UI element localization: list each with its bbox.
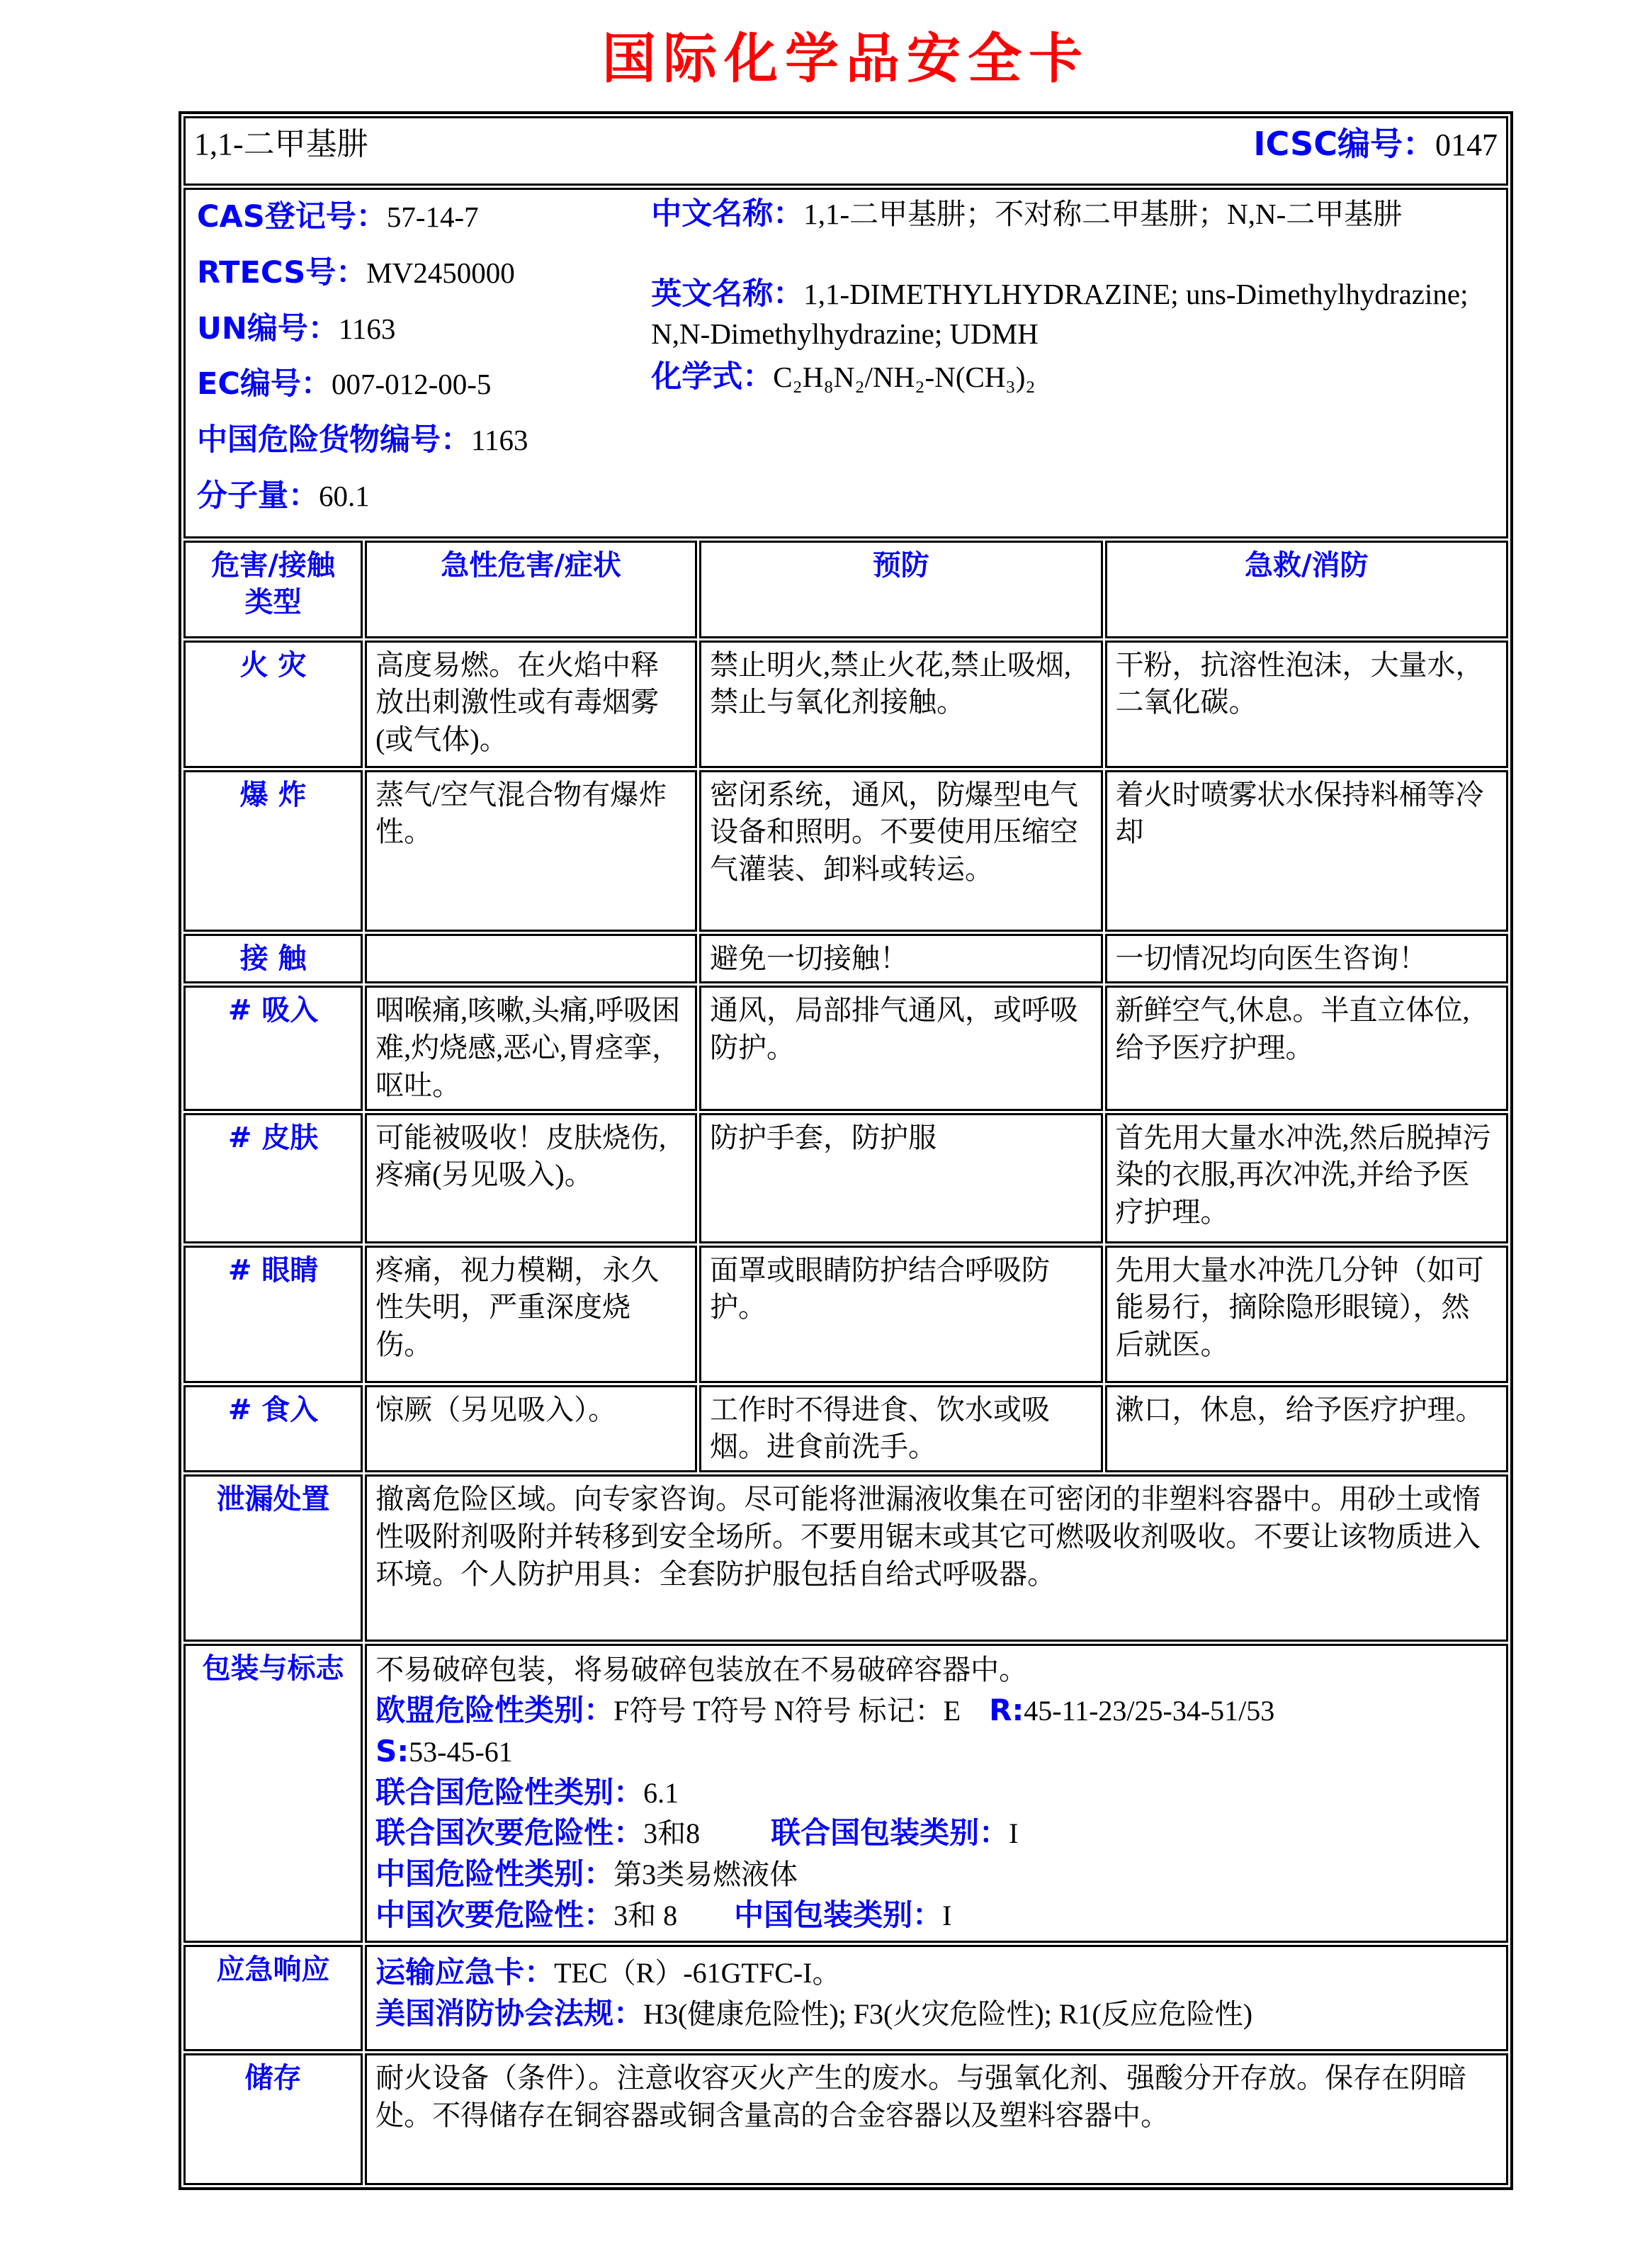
ingestion-prevention: 工作时不得进食、饮水或吸烟。进食前洗手。 — [699, 1385, 1102, 1473]
english-name-value: 1,1-DIMETHYLHYDRAZINE; uns-Dimethylhydrazine; N,N-Dimethylhydrazine; UDMH — [651, 277, 1469, 350]
explosion-response: 着火时喷雾状水保持料桶等冷却 — [1105, 770, 1508, 932]
un-number-line — [197, 309, 651, 349]
icsc-table — [179, 111, 1513, 2190]
contact-symptoms — [365, 934, 697, 984]
rtecs-number-label: RTECS号： — [197, 254, 367, 290]
chinese-name-value: 1,1-二甲基肼；不对称二甲基肼；N,N-二甲基肼 — [803, 198, 1403, 230]
formula-label: 化学式： — [651, 359, 774, 395]
contact-type-label: 接 触 — [183, 934, 363, 984]
formula-value: C₂H₈N₂/NH₂-N(CH₃)₂ — [773, 360, 1036, 393]
name-block — [651, 194, 1498, 532]
molecular-weight-label: 分子量： — [197, 478, 319, 514]
header-first-aid: 急救/消防 — [1105, 541, 1508, 638]
molecular-weight-value: 60.1 — [319, 479, 370, 512]
storage-section-label: 储存 — [183, 2053, 363, 2185]
icsc-number-field — [1253, 123, 1498, 166]
section-row-emergency — [183, 1945, 1508, 2051]
ec-number-label: EC编号： — [197, 366, 332, 402]
emergency-section-content: 运输应急卡：TEC（R）-61GTFC-I。 美国消防协会法规：H3(健康危险性); F3(火灾危险性); R1(反应危险性) — [365, 1945, 1508, 2051]
contact-response: 一切情况均向医生咨询！ — [1105, 934, 1508, 984]
eyes-prevention: 面罩或眼睛防护结合呼吸防护。 — [699, 1246, 1102, 1383]
skin-response: 首先用大量水冲洗,然后脱掉污染的衣服,再次冲洗,并给予医疗护理。 — [1105, 1113, 1508, 1243]
section-row-spill — [183, 1474, 1508, 1642]
china-dg-number-label: 中国危险货物编号： — [197, 422, 471, 458]
inhalation-symptoms: 咽喉痛,咳嗽,头痛,呼吸困难,灼烧感,恶心,胃痉挛，呕吐。 — [365, 986, 697, 1110]
eyes-symptoms: 疼痛，视力模糊，永久性失明，严重深度烧伤。 — [365, 1246, 697, 1383]
spill-section-content: 撤离危险区域。向专家咨询。尽可能将泄漏液收集在可密闭的非塑料容器中。用砂土或惰性吸附剂吸附并转移到安全场所。不要用锯末或其它可燃吸收剂吸收。不要让该物质进入环境。个人防护用具：全套防护服包括自给式呼吸器。 — [365, 1474, 1508, 1642]
chinese-name-line — [651, 194, 1495, 235]
hazard-row-eyes — [183, 1246, 1508, 1383]
un-number-label: UN编号： — [197, 310, 339, 346]
english-name-line — [651, 274, 1495, 353]
page-title: 国际化学品安全卡 — [602, 27, 1090, 90]
fire-type-label: 火 灾 — [183, 641, 363, 768]
icsc-card — [179, 16, 1513, 2190]
explosion-prevention: 密闭系统，通风，防爆型电气设备和照明。不要使用压缩空气灌装、卸料或转运。 — [699, 770, 1102, 932]
contact-prevention: 避免一切接触！ — [699, 934, 1102, 984]
hazard-row-explosion — [183, 770, 1508, 932]
ec-number-value: 007-012-00-5 — [331, 368, 492, 401]
ingestion-symptoms: 惊厥（另见吸入）。 — [365, 1385, 697, 1473]
emergency-section-label: 应急响应 — [183, 1945, 363, 2051]
hazard-row-fire — [183, 641, 1508, 768]
icsc-number-label: ICSC编号： — [1253, 125, 1435, 163]
header-prevention: 预防 — [699, 541, 1102, 638]
eyes-type-label: # 眼睛 — [183, 1246, 363, 1383]
un-number-value: 1163 — [338, 312, 396, 345]
cas-number-value: 57-14-7 — [386, 201, 479, 233]
ingestion-response: 漱口，休息，给予医疗护理。 — [1105, 1385, 1508, 1473]
chemical-name: 1,1-二甲基肼 — [194, 126, 368, 162]
icsc-number-value: 0147 — [1435, 128, 1498, 162]
skin-type-label: # 皮肤 — [183, 1113, 363, 1243]
identifier-list — [194, 194, 651, 532]
formula-line — [651, 357, 1495, 397]
chinese-name-label: 中文名称： — [651, 196, 804, 232]
china-dg-number-line — [197, 420, 651, 461]
rtecs-number-value: MV2450000 — [366, 256, 515, 289]
section-row-storage — [183, 2053, 1508, 2185]
ingestion-type-label: # 食入 — [183, 1385, 363, 1473]
explosion-type-label: 爆 炸 — [183, 770, 363, 932]
packaging-section-content: 不易破碎包装，将易破碎包装放在不易破碎容器中。 欧盟危险性类别：F符号 T符号 N符号 标记：E R:45-11-23/25-34-51/53 S:53-45-61 联合国危险性类别：6.1 联合国次要危险性：3和8 联合国包装类别：I 中国危险性类别：第3类易燃液体 中国次要危险性：3和 8 中国包装类别：I — [365, 1644, 1508, 1943]
explosion-symptoms: 蒸气/空气混合物有爆炸性。 — [365, 770, 697, 932]
english-name-label: 英文名称： — [651, 276, 804, 312]
header-hazard-type: 危害/接触 类型 — [183, 541, 363, 638]
identification-row — [183, 188, 1508, 538]
cas-number-line — [197, 197, 651, 237]
skin-symptoms: 可能被吸收！皮肤烧伤,疼痛(另见吸入)。 — [365, 1113, 697, 1243]
packaging-section-label: 包装与标志 — [183, 1644, 363, 1943]
eyes-response: 先用大量水冲洗几分钟（如可能易行，摘除隐形眼镜），然后就医。 — [1105, 1246, 1508, 1383]
section-row-packaging — [183, 1644, 1508, 1943]
cas-number-label: CAS登记号： — [197, 199, 387, 235]
inhalation-type-label: # 吸入 — [183, 986, 363, 1110]
storage-section-content: 耐火设备（条件）。注意收容灭火产生的废水。与强氧化剂、强酸分开存放。保存在阴暗处。不得储存在铜容器或铜含量高的合金容器以及塑料容器中。 — [365, 2053, 1508, 2185]
spill-section-label: 泄漏处置 — [183, 1474, 363, 1642]
molecular-weight-line — [197, 476, 651, 517]
inhalation-response: 新鲜空气,休息。半直立体位,给予医疗护理。 — [1105, 986, 1508, 1110]
fire-prevention: 禁止明火,禁止火花,禁止吸烟,禁止与氧化剂接触。 — [699, 641, 1102, 768]
name-row — [183, 116, 1508, 186]
skin-prevention: 防护手套，防护服 — [699, 1113, 1102, 1243]
header-acute-hazards: 急性危害/症状 — [365, 541, 697, 638]
fire-symptoms: 高度易燃。在火焰中释放出刺激性或有毒烟雾(或气体)。 — [365, 641, 697, 768]
china-dg-number-value: 1163 — [471, 424, 528, 456]
hazard-row-ingestion — [183, 1385, 1508, 1473]
inhalation-prevention: 通风，局部排气通风，或呼吸防护。 — [699, 986, 1102, 1110]
ec-number-line — [197, 364, 651, 405]
hazard-row-skin — [183, 1113, 1508, 1243]
hazard-row-contact — [183, 934, 1508, 984]
rtecs-number-line — [197, 253, 651, 293]
fire-response: 干粉，抗溶性泡沫，大量水，二氧化碳。 — [1105, 641, 1508, 768]
hazard-row-inhalation — [183, 986, 1508, 1110]
